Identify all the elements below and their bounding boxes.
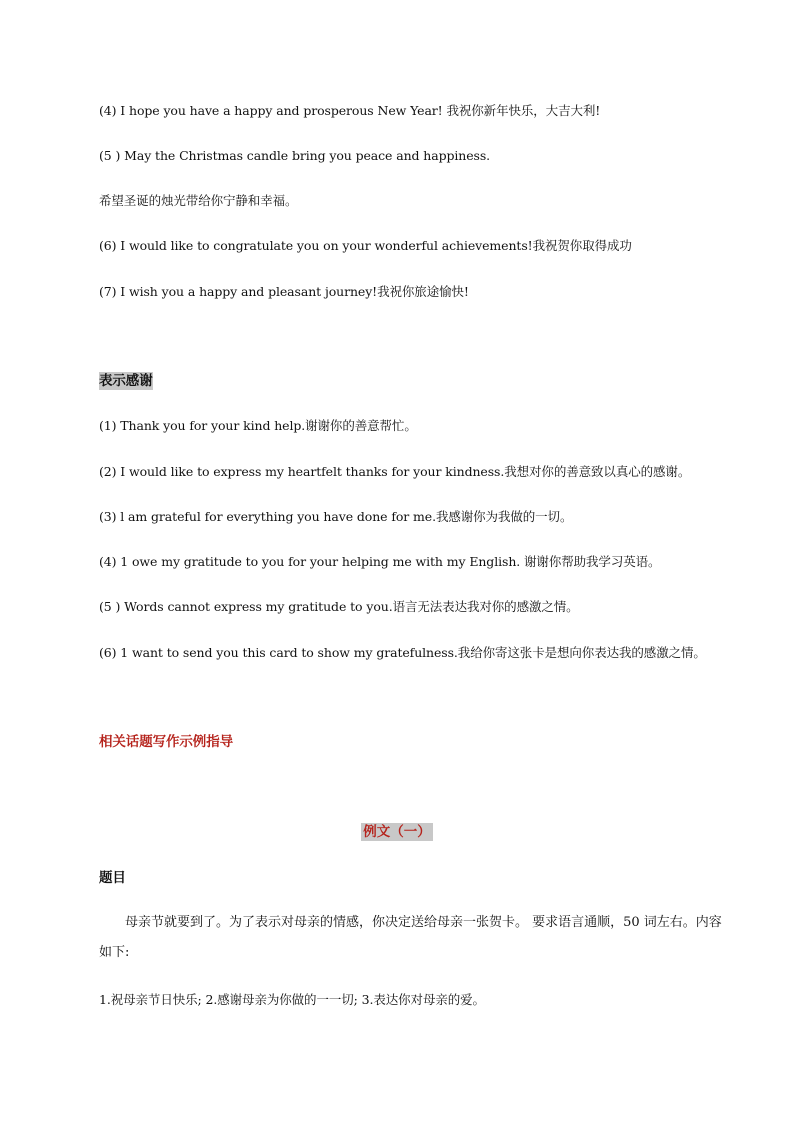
wish-line-5: (5 ) May the Christmas candle bring you peace and happiness.	[99, 148, 491, 163]
wish-line-4: (4) I hope you have a happy and prosperous New Year! 我祝你新年快乐，大吉大利!	[99, 103, 601, 118]
thanks-line-4: (4) 1 owe my gratitude to you for your helping me with my English. 谢谢你帮助我学习英语。	[99, 554, 661, 569]
topic-label-text: 题目	[99, 870, 126, 886]
section-title-text: 相关话题写作示例指导	[99, 734, 233, 750]
prompt-paragraph: 母亲节就要到了。为了表示对母亲的情感，你决定送给母亲一张贺卡。 要求语言通顺，50 词左右。内容如下:	[99, 915, 722, 960]
example-title	[0, 823, 794, 841]
topic-label	[99, 869, 126, 887]
thanks-heading-text: 表示感谢	[99, 373, 153, 389]
wish-line-7: (7) I wish you a happy and pleasant journey!我祝你旅途愉快!	[99, 284, 469, 299]
wish-line-5-translation: 希望圣诞的烛光带给你宁静和幸福。	[99, 193, 298, 208]
thanks-line-5: (5 ) Words cannot express my gratitude to you.语言无法表达我对你的感激之情。	[99, 599, 579, 614]
example-title-text: 例文（一）	[363, 824, 431, 840]
thanks-line-2: (2) I would like to express my heartfelt thanks for your kindness.我想对你的善意致以真心的感谢。	[99, 464, 691, 479]
wish-line-6: (6) I would like to congratulate you on your wonderful achievements!我祝贺你取得成功	[99, 238, 632, 253]
thanks-heading	[99, 372, 153, 390]
requirements-line: 1.祝母亲节日快乐; 2.感谢母亲为你做的一一切; 3.表达你对母亲的爱。	[99, 992, 485, 1007]
thanks-line-3: (3) l am grateful for everything you have done for me.我感谢你为我做的一切。	[99, 509, 573, 524]
thanks-line-1: (1) Thank you for your kind help.谢谢你的善意帮忙。	[99, 418, 417, 433]
thanks-line-6: (6) 1 want to send you this card to show my gratefulness.我给你寄这张卡是想向你表达我的感激之情。	[99, 645, 706, 660]
section-title	[99, 733, 233, 751]
